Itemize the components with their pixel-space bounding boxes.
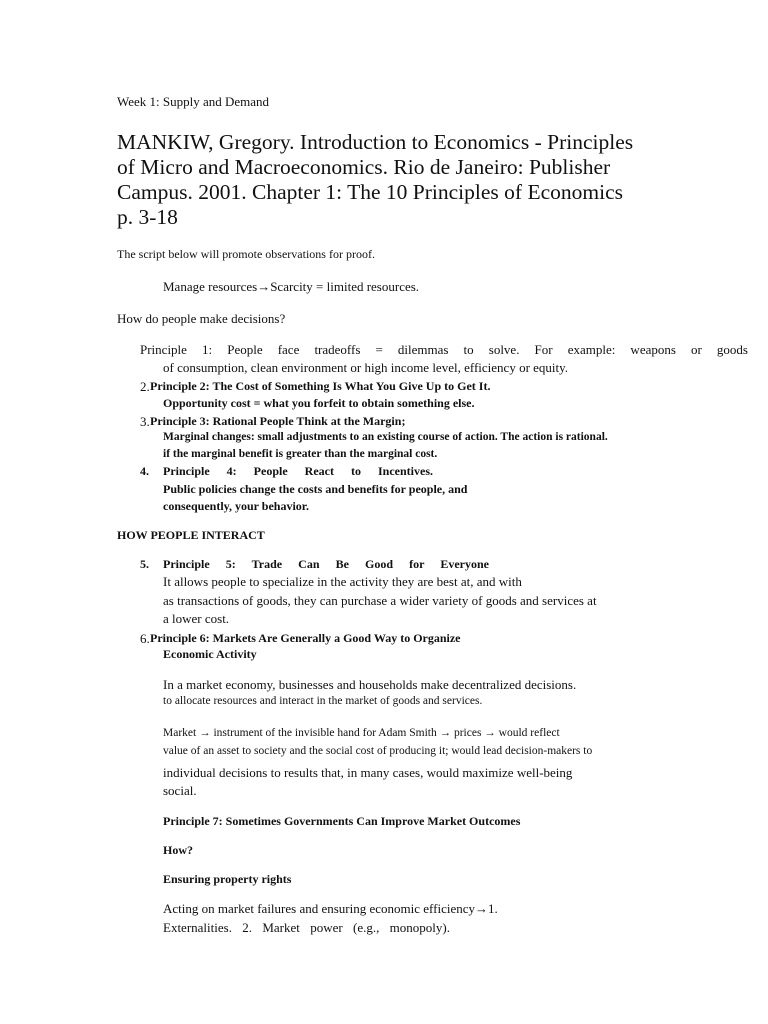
principle-5-line-1: It allows people to specialize in the activity they are best at, and with — [163, 574, 522, 589]
citation-line-3: Campus. 2001. Chapter 1: The 10 Principles of Economics — [117, 180, 623, 204]
citation-line-1: MANKIW, Gregory. Introduction to Economics - Principles — [117, 130, 634, 154]
principle-3-line-1: Marginal changes: small adjustments to an existing course of action. The action is rational. — [163, 431, 608, 443]
citation-line-2: of Micro and Macroeconomics. Rio de Janeiro: Publisher — [117, 155, 611, 179]
principle-6-title-line-1: Principle 6: Markets Are Generally a Good Way to Organize — [150, 631, 461, 645]
decisions-question: How do people make decisions? — [117, 311, 286, 326]
principle-7-how: How? — [163, 843, 193, 857]
principle-6-para-2-line-4: social. — [163, 783, 197, 798]
principle-7-line-1: Acting on market failures and ensuring economic efficiency→1. — [163, 901, 498, 916]
principle-6-para-2-line-1: Market → instrument of the invisible hand for Adam Smith → prices → would reflect — [163, 727, 560, 739]
principle-6-title-line-2: Economic Activity — [163, 647, 257, 661]
intro-text: The script below will promote observations for proof. — [117, 247, 375, 261]
principle-7-ensuring: Ensuring property rights — [163, 872, 292, 886]
principle-2-number: 2. — [140, 379, 150, 394]
principle-6-para-1-line-1: In a market economy, businesses and households make decentralized decisions. — [163, 677, 577, 692]
principle-4-line-2: consequently, your behavior. — [163, 499, 310, 513]
principle-7-line-2: Externalities. 2. Market power (e.g., monopoly). — [163, 920, 450, 935]
principle-7-title: Principle 7: Sometimes Governments Can Improve Market Outcomes — [163, 814, 521, 828]
principle-2-line: Opportunity cost = what you forfeit to obtain something else. — [163, 396, 475, 410]
principle-6-para-1-line-2: to allocate resources and interact in the market of goods and services. — [163, 695, 483, 707]
principle-6-number: 6. — [140, 631, 150, 646]
principle-3-number: 3. — [140, 414, 150, 429]
principle-2-title: Principle 2: The Cost of Something Is What You Give Up to Get It. — [150, 379, 491, 393]
principle-6-para-2-line-3: individual decisions to results that, in many cases, would maximize well-being — [163, 765, 573, 780]
principle-5-number: 5. — [140, 557, 149, 571]
principle-5-title: Principle 5: Trade Can Be Good for Everyone — [163, 557, 489, 571]
principle-1-line-2: of consumption, clean environment or high income level, efficiency or equity. — [163, 360, 569, 375]
principle-3-line-2: if the marginal benefit is greater than the marginal cost. — [163, 448, 438, 460]
citation-line-4: p. 3-18 — [117, 205, 178, 229]
principle-4-title: Principle 4: People React to Incentives. — [163, 464, 433, 478]
section-heading-interact: HOW PEOPLE INTERACT — [117, 528, 265, 542]
document-header: Week 1: Supply and Demand — [117, 94, 270, 109]
principle-5-line-2: as transactions of goods, they can purchase a wider variety of goods and services at — [163, 593, 597, 608]
principle-5-line-3: a lower cost. — [163, 611, 230, 626]
principle-1-line-1: Principle 1: People face tradeoffs = dilemmas to solve. For example: weapons or goods — [140, 342, 748, 357]
manage-resources-text: Manage resources→Scarcity = limited resources. — [163, 279, 420, 294]
principle-3-title: Principle 3: Rational People Think at the Margin; — [150, 414, 406, 428]
principle-6-para-2-line-2: value of an asset to society and the social cost of producing it; would lead decision-makers to — [163, 745, 593, 757]
principle-4-line-1: Public policies change the costs and benefits for people, and — [163, 482, 468, 496]
principle-4-number: 4. — [140, 464, 149, 478]
